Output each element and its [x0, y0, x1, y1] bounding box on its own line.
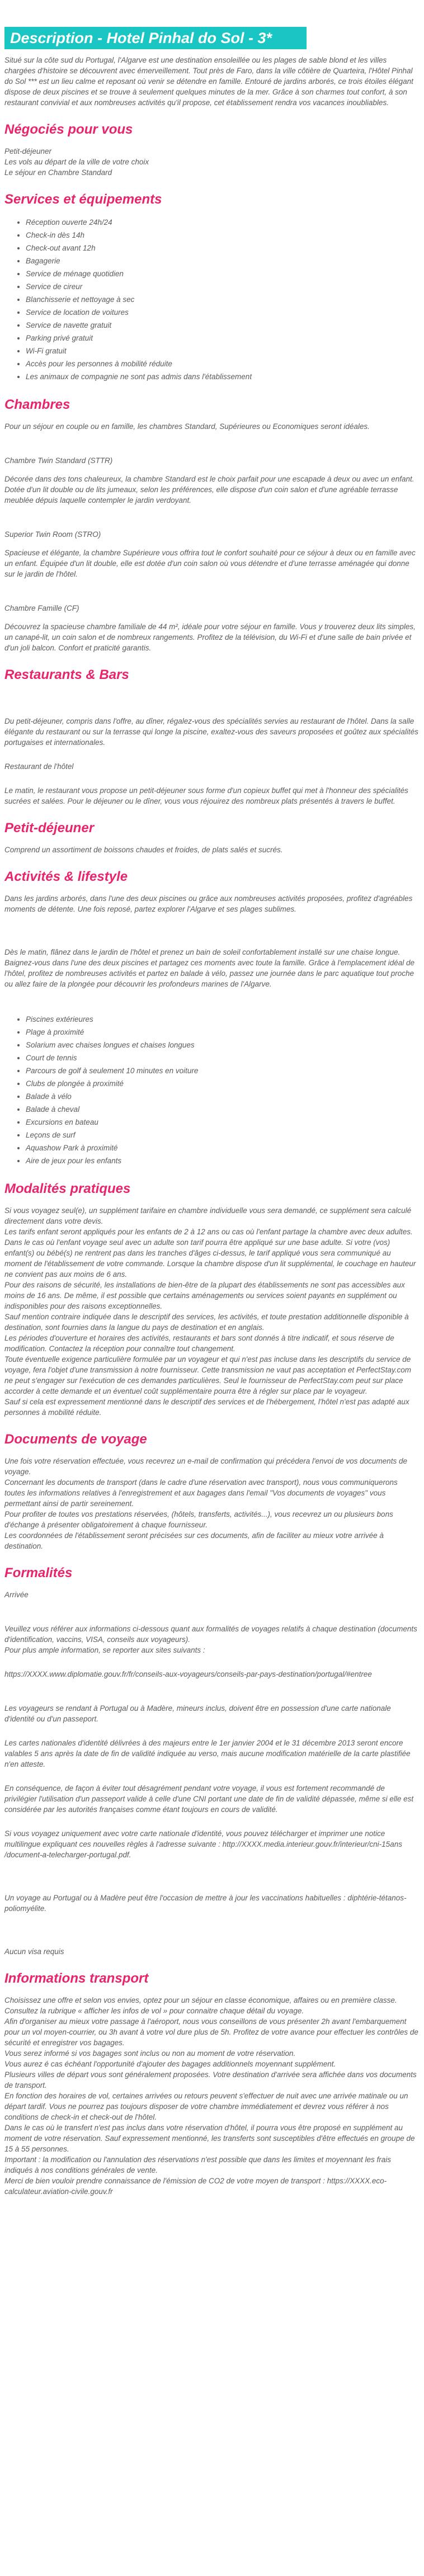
formalites-visa: Aucun visa requis [4, 1947, 64, 1956]
formalites-paragraph: Un voyage au Portugal ou à Madère peut être l'occasion de mettre à jour les vaccinations habituelles : diphtérie-tétanos-poliomyélite. [4, 1894, 407, 1913]
service-item: • Service de location de voitures [26, 306, 418, 319]
services-list [4, 216, 418, 383]
room-description: Découvrez la spacieuse chambre familiale de 44 m², idéale pour votre séjour en famille. Vous y trouverez deux lits simples, un canapé-lit, un coin salon et de nombreux rangements. Profitez de la télévision, du Wi-Fi et d'une salle de bain privée et d'un joli balcon. Confort et praticité garantis. [4, 622, 416, 652]
chambres-heading: Chambres [4, 397, 70, 412]
formalites-arrivee: Arrivée [4, 1591, 29, 1599]
activity-item: • Court de tennis [26, 1051, 418, 1064]
service-item: • Wi-Fi gratuit [26, 345, 418, 357]
negocie-line: Le séjour en Chambre Standard [4, 168, 112, 177]
activity-item: • Excursions en bateau [26, 1116, 418, 1129]
activites-paragraph: Dans les jardins arborés, dans l'une des deux piscines ou grâce aux nombreuses activités proposées, profitez d'agréables moments de détente. Une fois reposé, partez explorer l'Algarve et ses plages sublimes. [4, 894, 413, 913]
activity-item: • Aire de jeux pour les enfants [26, 1154, 418, 1167]
service-item: • Service de ménage quotidien [26, 267, 418, 280]
service-item: • Service de navette gratuit [26, 319, 418, 332]
documents-heading: Documents de voyage [4, 1432, 147, 1447]
service-item: • Blanchisserie et nettoyage à sec [26, 293, 418, 306]
negocie-list [4, 146, 418, 178]
formalites-link[interactable]: https://XXXX.www.diplomatie.gouv.fr/fr/conseils-aux-voyageurs/conseils-par-pays-destination/portugal/#entree [4, 1670, 372, 1678]
restaurants-paragraph: Le matin, le restaurant vous propose un petit-déjeuner sous forme d'un copieux buffet qui met à l'honneur des spécialités sucrées et salées. Pour le déjeuner ou le dîner, vous vous réjouirez des nombreux plats présentés à travers le buffet. [4, 786, 408, 805]
modalites-heading: Modalités pratiques [4, 1181, 131, 1196]
activity-item: • Aquashow Park à proximité [26, 1141, 418, 1154]
service-item: • Check-in dès 14h [26, 229, 418, 242]
activites-list [4, 1013, 418, 1167]
documents-paragraph: Une fois votre réservation effectuée, vous recevrez un e-mail de confirmation qui précédera l'envoi de vos documents de voyage. Concernant les documents de transport (dans le cadre d'une réservation avec transport), nous vous communiquerons toutes les informations relatives à l'enregistrement et aux bagages dans l'email "Vos documents de voyages" vous permettant ainsi de partir sereinement. Pour profiter de toutes vos prestations réservées, (hôtels, transferts, activités...), vous recevrez un ou plusieurs bons d'échange à présenter obligatoirement à chaque fournisseur. Les coordonnées de l'établissement seront précisées sur ces documents, afin de faciliter au mieux votre arrivée à destination. [4, 1457, 407, 1550]
activity-item: • Solarium avec chaises longues et chaises longues [26, 1039, 418, 1051]
service-item: • Les animaux de compagnie ne sont pas admis dans l'établissement [26, 370, 418, 383]
restaurants-paragraph: Du petit-déjeuner, compris dans l'offre, au dîner, régalez-vous des spécialités servies au restaurant de l'hôtel. Dans la salle élégante du restaurant ou sur la terrasse qui longe la piscine, exaltez-vous des saveurs proposées et goûtez aux spécialités portugaises et internationales. [4, 717, 418, 747]
hotel-description-page [0, 27, 418, 2197]
petitdej-text: Comprend un assortiment de boissons chaudes et froides, de plats salés et sucrés. [4, 846, 283, 854]
formalites-paragraph: Veuillez vous référer aux informations ci-dessous quant aux formalités de voyages relatifs à chaque destination (documents d'identification, vaccins, VISA, conseils aux voyageurs). Pour plus ample information, se reporter aux sites suivants : [4, 1625, 417, 1654]
room-name: Chambre Famille (CF) [4, 604, 79, 612]
service-item: • Réception ouverte 24h/24 [26, 216, 418, 229]
service-item: • Bagagerie [26, 254, 418, 267]
activity-item: • Parcours de golf à seulement 10 minutes en voiture [26, 1064, 418, 1077]
formalites-paragraph: Si vous voyagez uniquement avec votre carte nationale d'identité, vous pouvez télécharger et imprimer une notice multilingue expliquant ces nouvelles règles à l'adresse suivante : http://XXXX.media.interieur.gouv.fr/interieur/cni-15ans /document-a-telecharger-portugal.pdf. [4, 1829, 402, 1859]
room-description: Décorée dans des tons chaleureux, la chambre Standard est le choix parfait pour une escapade à deux ou avec un enfant. Dotée d'un lit double ou de lits jumeaux, selon les préférences, elle dispose d'un coin salon et d'une agréable terrasse meublée dépuis laquelle contempler le jardin verdoyant. [4, 475, 414, 504]
room-name: Chambre Twin Standard (STTR) [4, 456, 113, 465]
activity-item: • Piscines extérieures [26, 1013, 418, 1026]
room-description: Spacieuse et élégante, la chambre Supérieure vous offrira tout le confort souhaité pour ce séjour à deux ou en famille avec un enfant. Équipée d'un lit double, elle est dotée d'un coin salon où vous détendre et d'une terrasse aménagée qui donne sur le jardin de l'hôtel. [4, 549, 416, 578]
formalites-paragraph: Les voyageurs se rendant à Portugal ou à Madère, mineurs inclus, doivent être en possession d'une carte nationale d'identité ou d'un passeport. [4, 1704, 391, 1723]
modalites-paragraph: Si vous voyagez seul(e), un supplément tarifaire en chambre individuelle vous sera demandé, ce supplément sera calculé directement dans votre devis. Les tarifs enfant seront appliqués pour les enfants de 2 à 12 ans ou cas où l'enfant partage la chambre avec deux adultes. Dans le cas où l'enfant voyage seul avec un adulte son tarif pourra être appliqué sur une base adulte. Si votre (vos) enfant(s) ou bébé(s) ne rentrent pas dans les tranches d'âges ci-dessus, le tarif appliqué vous sera communiqué au moment de l'établissement de votre commande. Lorsque la chambre dispose d'un lit supplémental, le couchage en hauteur ne convient pas aux moins de 6 ans. Pour des raisons de sécurité, les installations de bien-être de la plupart des établissements ne sont pas accessibles aux moins de 16 ans. De même, il est possible que certains aménagements ou services soient payants en supplément ou indisponibles pour des raisons exceptionnelles. Sauf mention contraire indiquée dans le descriptif des services, les activités, et toute prestation additionnelle disponible à destination, sont fournies dans la langue du pays de destination et en anglais. Les périodes d'ouverture et horaires des activités, restaurants et bars sont donnés à titre indicatif, et sous réserve de modification. Contactez la réception pour connaître tout changement. Toute éventuelle exigence particulière formulée par un voyageur et qui n'est pas incluse dans les descriptifs du service de voyage, fera l'objet d'une transmission à notre fournisseur. Cette transmission ne vaut pas acceptation et PerfectStay.com ne peut s'engager sur l'exécution de ces demandes particulières. Seul le fournisseur de PerfectStay.com peut sur place accorder à cette demande et un éventuel coût supplémentaire pourra être à régler sur place par le voyageur. Sauf si cela est expressement mentionné dans le descriptif des services et de l'hébergement, l'hôtel n'est pas adapté aux personnes à mobilité réduite. [4, 1206, 416, 1417]
activity-item: • Plage à proximité [26, 1026, 418, 1039]
service-item: • Check-out avant 12h [26, 242, 418, 254]
services-heading: Services et équipements [4, 192, 162, 207]
petitdej-heading: Petit-déjeuner [4, 820, 95, 836]
transport-heading: Informations transport [4, 1971, 149, 1986]
service-item: • Accès pour les personnes à mobilité réduite [26, 357, 418, 370]
chambres-intro: Pour un séjour en couple ou en famille, les chambres Standard, Supérieures ou Economiques seront idéales. [4, 422, 370, 431]
activity-item: • Clubs de plongée à proximité [26, 1077, 418, 1090]
service-item: • Parking privé gratuit [26, 332, 418, 345]
negocie-line: Les vols au départ de la ville de votre choix [4, 158, 149, 166]
restaurants-heading: Restaurants & Bars [4, 667, 129, 682]
restaurant-subtitle: Restaurant de l'hôtel [4, 762, 74, 771]
formalites-paragraph: En conséquence, de façon à éviter tout désagrément pendant votre voyage, il vous est fortement recommandé de privilégier l'utilisation d'un passeport valide à celle d'une CNI portant une date de fin de validité dépassée, même si elle est considérée par les autorités françaises comme étant toujours en cours de validité. [4, 1784, 414, 1814]
activites-heading: Activités & lifestyle [4, 869, 128, 884]
negocie-line: Petit-déjeuner [4, 147, 52, 155]
formalites-paragraph: Les cartes nationales d'identité délivrées à des majeurs entre le 1er janvier 2004 et le 31 décembre 2013 seront encore valables 5 ans après la date de fin de validité indiquée au verso, mais aucune modification matérielle de la carte plastifiée n'en atteste. [4, 1739, 411, 1768]
formalites-heading: Formalités [4, 1565, 73, 1580]
activites-paragraph: Dès le matin, flânez dans le jardin de l'hôtel et prenez un bain de soleil confortablement installé sur une chaise longue. Baignez-vous dans l'une des deux piscines et partagez ces moments avec toute la famille. Grâce à l'emplacement idéal de l'hôtel, profitez de nombreuses activités et partez en balade à vélo, passez une journée dans le parc aquatique tout proche ou allez faire de la plongée pour découvrir les profondeurs marines de l'Algarve. [4, 948, 415, 988]
page-title: Description - Hotel Pinhal do Sol - 3* [4, 27, 307, 49]
negocie-heading: Négociés pour vous [4, 122, 133, 137]
room-name: Superior Twin Room (STRO) [4, 530, 101, 539]
activity-item: • Balade à vélo [26, 1090, 418, 1103]
service-item: • Service de cireur [26, 280, 418, 293]
intro-paragraph: Situé sur la côte sud du Portugal, l'Algarve est une destination ensoleillée ou les plages de sable blond et les villes chargées d'histoire se découvrent avec émerveillement. Tout près de Faro, dans la ville côtière de Quarteira, l'Hôtel Pinhal do Sol *** est un lieu calme et reposant où venir se détendre en famille. Entouré de jardins arborés, ce trois étoiles élégant dispose de deux piscines et se trouve à seulement quelques minutes de la mer. Grâce à son charmes tout confort, à son restaurant convivial et aux nombreuses activités qu'il propose, cet établissement rendra vos vacances inoubliables. [4, 56, 413, 107]
transport-paragraph: Choisissez une offre et selon vos envies, optez pour un séjour en classe économique, affaires ou en première classe. Consultez la rubrique « afficher les infos de vol » pour connaitre chaque détail du voyage. Afin d'organiser au mieux votre passage à l'aéroport, nous vous conseillons de vous présenter 2h avant l'embarquement pour un vol moyen-courrier, ou 3h avant à votre vol dure plus de 5h. Profitez de votre avance pour effectuer les contrôles de sécurité et enregistrer vos bagages. Vous serez informé si vos bagages sont inclus ou non au moment de votre réservation. Vous aurez é cas échéant l'opportunité d'ajouter des bagages additionnels moyennant supplément. Plusieurs villes de départ vous sont généralement proposées. Votre destination d'arrivée sera affichée dans vos documents de transport. En fonction des horaires de vol, certaines arrivées ou retours peuvent s'effectuer de nuit avec une arrivée matinale ou un départ tardif. Vous ne pourrez pas toujours disposer de votre chambre immédiatement et devrez vous référer à nos conditions de check-in et check-out de l'hôtel. Dans le cas où le transfert n'est pas inclus dans votre réservation d'hôtel, il pourra vous être proposé en supplément au moment de votre réservation. Sauf expressement mentionné, les transferts sont susceptibles d'être effectués en groupe de 15 à 55 personnes. Important : la modification ou l'annulation des réservations n'est possible que dans les limites et moyennant les frais indiqués à nos conditions générales de vente. Merci de bien vouloir prendre connaissance de l'émission de CO2 de votre moyen de transport : https://XXXX.eco-calculateur.aviation-civile.gouv.fr [4, 1996, 418, 2196]
activity-item: • Leçons de surf [26, 1129, 418, 1141]
activity-item: • Balade à cheval [26, 1103, 418, 1116]
